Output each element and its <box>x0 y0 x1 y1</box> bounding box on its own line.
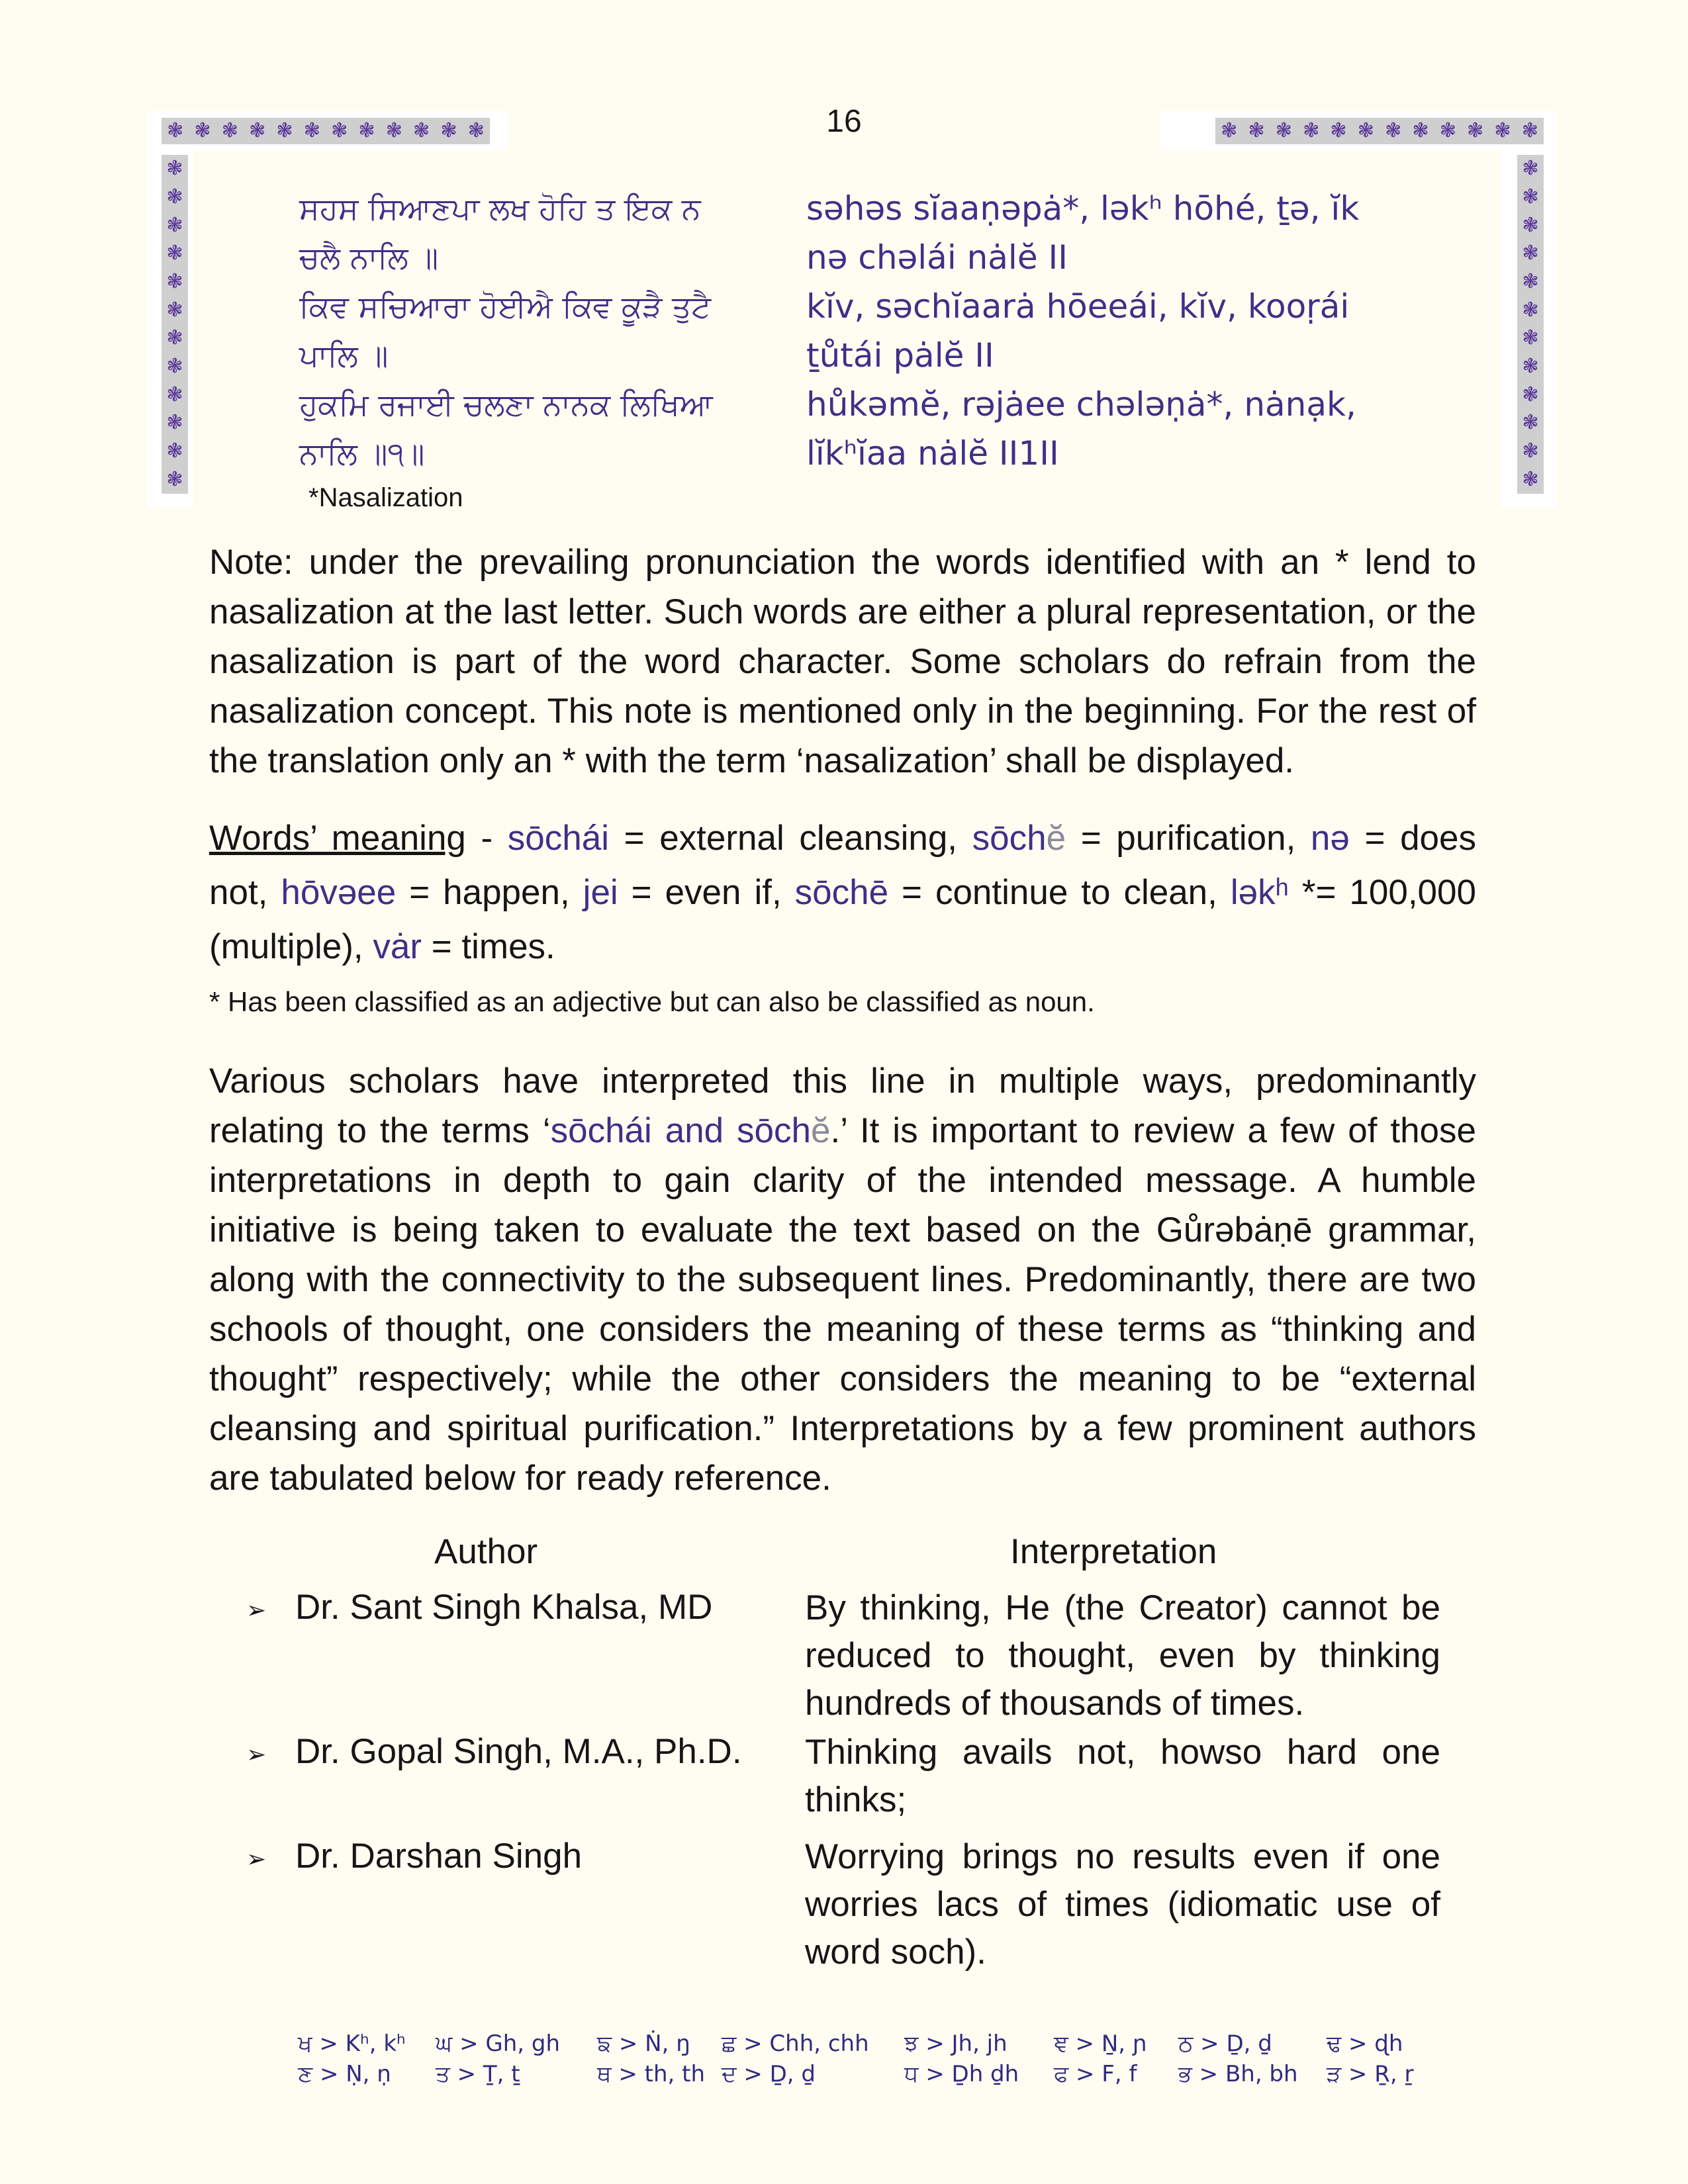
gurmukhi-line: ਨਾਲਿ ॥੧॥ <box>299 435 425 471</box>
key-item: ਭ > Bh, bh <box>1178 2061 1298 2087</box>
gurmukhi-line: ਚਲੈ ਨਾਲਿ ॥ <box>299 240 439 275</box>
key-row <box>298 2061 1463 2087</box>
bullet-icon: ➢ <box>246 1845 267 1872</box>
table-row-author: Dr. Sant Singh Khalsa, MD <box>295 1588 713 1627</box>
table-row-interpretation: Thinking avails not, howso hard one thinks; <box>805 1733 1440 1819</box>
transliteration-line: səhəs sĭaaṇəpȧ*, ləkʰ hōhé, ṯə, ĭk <box>806 189 1360 228</box>
transliteration-line: kĭv, səchĭaarȧ hōeeái, kĭv, kooṛái <box>806 287 1350 326</box>
key-item: ਫ > F, f <box>1054 2061 1137 2087</box>
verse-gurmukhi <box>299 184 763 478</box>
gurmukhi-line: ਸਹਸ ਸਿਆਣਪਾ ਲਖ ਹੋਹਿ ਤ ਇਕ ਨ <box>299 191 701 226</box>
words-meaning <box>209 811 1476 974</box>
ornament-border-left: ❃ ❃ ❃ ❃ ❃ ❃ ❃ ❃ ❃ ❃ ❃ ❃ <box>162 155 188 494</box>
table-row-author: Dr. Gopal Singh, M.A., Ph.D. <box>295 1732 742 1771</box>
key-item: ਥ > th, th <box>597 2061 706 2087</box>
transliteration-line: ṯůtái pȧlĕ II <box>806 336 994 375</box>
bullet-icon: ➢ <box>246 1596 267 1623</box>
transliteration-line: hůkəmĕ, rəjȧee chələṇȧ*, nȧnạk, <box>806 385 1356 424</box>
key-item: ਢ > ɖh <box>1327 2030 1403 2057</box>
paragraph-text: Various scholars have interpreted this line in multiple ways, predominantly relating to the terms ‘sōchái and sōchĕ.’ It is important to review a few of those interpretations in depth to gain clarity of the intended message. A humble initiative is being taken to evaluate the text based on the Gůrəbȧṇē grammar, along with the connectivity to the subsequent lines. Predominantly, there are two schools of thought, one considers the meaning of these terms as “thinking and thought” respectively; while the other considers the meaning to be “external cleansing and spiritual purification.” Interpretations by a few prominent authors are tabulated below for ready reference. <box>209 1062 1476 1498</box>
words-meaning-text: Words’ meaning - sōchái = external cleansing, sōchĕ = purification, nə = does not, hōvəee = happen, jei = even if, sōchē = continue to clean, ləkʰ *= 100,000 (multiple), vȧr = times. <box>209 819 1476 966</box>
transliteration-line: nə chəlái nȧlĕ II <box>806 238 1068 277</box>
key-item: ਦ > Ḏ, ḏ <box>722 2061 816 2087</box>
note-paragraph <box>209 537 1476 786</box>
transliteration-key <box>298 2030 1463 2087</box>
gurmukhi-line: ਕਿਵ ਸਚਿਆਰਾ ਹੋਈਐ ਕਿਵ ਕੂੜੈ ਤੁਟੈ <box>299 289 711 324</box>
key-item: ਙ > Ṅ, ŋ <box>597 2030 690 2057</box>
ornament-border-top-left: ❃ ❃ ❃ ❃ ❃ ❃ ❃ ❃ ❃ ❃ ❃ ❃ <box>162 118 490 144</box>
ornament-border-top-right: ❃ ❃ ❃ ❃ ❃ ❃ ❃ ❃ ❃ ❃ ❃ ❃ <box>1215 118 1544 144</box>
key-item: ਛ > Chh, chh <box>722 2030 869 2057</box>
key-item: ਠ > Ḏ, ḏ <box>1178 2030 1272 2057</box>
key-item: ਘ > Gh, gh <box>436 2030 561 2057</box>
table-header-interpretation: Interpretation <box>1010 1532 1217 1571</box>
table-header-author: Author <box>434 1532 538 1571</box>
gurmukhi-line: ਪਾਲਿ ॥ <box>299 338 389 373</box>
key-item: ੜ > Ṟ, ṟ <box>1327 2061 1414 2087</box>
key-item: ਤ > Ṯ, ṯ <box>436 2061 520 2087</box>
words-meaning-heading: Words’ meaning <box>209 819 466 858</box>
adjective-note: * Has been classified as an adjective but can also be classified as noun. <box>209 986 1095 1017</box>
transliteration-line: lĭkʰĭaa nȧlĕ II1II <box>806 434 1059 473</box>
key-item: ਞ > Ṉ, ɲ <box>1054 2030 1147 2057</box>
interpretation-paragraph <box>209 1056 1476 1503</box>
key-item: ਣ > Ṇ, ṇ <box>298 2061 391 2087</box>
ornament-border-right: ❃ ❃ ❃ ❃ ❃ ❃ ❃ ❃ ❃ ❃ ❃ ❃ <box>1517 155 1544 494</box>
page-number: 16 <box>826 104 862 139</box>
key-row <box>298 2030 1463 2057</box>
verse-transliteration <box>806 184 1481 478</box>
nasalization-footnote: *Nasalization <box>308 483 463 512</box>
key-item: ਝ > Jh, jh <box>904 2030 1008 2057</box>
table-row-interpretation: Worrying brings no results even if one worries lacs of times (idiomatic use of word soch). <box>805 1837 1440 1972</box>
bullet-icon: ➢ <box>246 1741 267 1768</box>
key-item: ਧ > Ḏh ḏh <box>904 2061 1019 2087</box>
table-row-interpretation: By thinking, He (the Creator) cannot be reduced to thought, even by thinking hundreds of thousands of times. <box>805 1588 1440 1723</box>
table-row-author: Dr. Darshan Singh <box>295 1837 583 1876</box>
note-text: Note: under the prevailing pronunciation the words identified with an * lend to nasalization at the last letter. Such words are either a plural representation, or the nasalization is part of the word character. Some scholars do refrain from the nasalization concept. This note is mentioned only in the beginning. For the rest of the translation only an * with the term ‘nasalization’ shall be displayed. <box>209 543 1476 780</box>
key-item: ਖ > Kʰ, kʰ <box>298 2030 406 2057</box>
gurmukhi-line: ਹੁਕਮਿ ਰਜਾਈ ਚਲਣਾ ਨਾਨਕ ਲਿਖਿਆ <box>299 387 713 422</box>
